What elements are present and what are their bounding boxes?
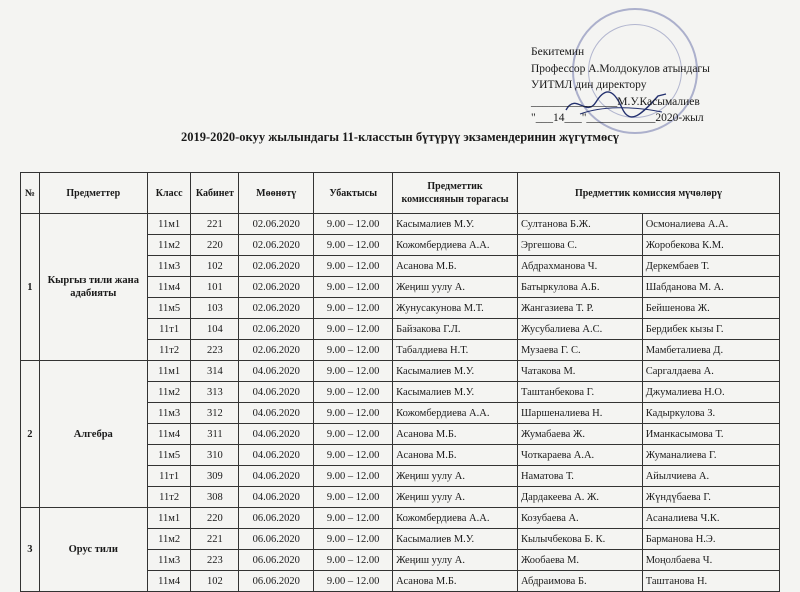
chair-cell: Кожомбердиева А.А. xyxy=(393,403,518,424)
room-cell: 223 xyxy=(191,340,239,361)
header-date: Мөөнөтү xyxy=(239,173,314,214)
header-time: Убактысы xyxy=(314,173,393,214)
chair-cell: Жеңиш уулу А. xyxy=(393,466,518,487)
class-cell: 11м4 xyxy=(147,277,191,298)
date-cell: 04.06.2020 xyxy=(239,361,314,382)
time-cell: 9.00 – 12.00 xyxy=(314,571,393,592)
member-cell: Мамбеталиева Д. xyxy=(642,340,779,361)
row-group-number: 1 xyxy=(21,214,40,361)
document-title: 2019-2020-окуу жылындагы 11-класстын бүтүрүү экзамендеринин жүгүтмөсү xyxy=(180,130,620,144)
member-cell: Наматова Т. xyxy=(517,466,642,487)
member-cell: Дардакеева А. Ж. xyxy=(517,487,642,508)
date-cell: 06.06.2020 xyxy=(239,550,314,571)
member-cell: Бердибек кызы Г. xyxy=(642,319,779,340)
date-cell: 02.06.2020 xyxy=(239,340,314,361)
date-cell: 04.06.2020 xyxy=(239,487,314,508)
class-cell: 11т1 xyxy=(147,466,191,487)
table-row xyxy=(21,361,780,382)
row-group-number: 3 xyxy=(21,508,40,592)
room-cell: 310 xyxy=(191,445,239,466)
member-cell: Шаршеналиева Н. xyxy=(517,403,642,424)
time-cell: 9.00 – 12.00 xyxy=(314,487,393,508)
class-cell: 11м2 xyxy=(147,382,191,403)
time-cell: 9.00 – 12.00 xyxy=(314,256,393,277)
member-cell: Чоткараева А.А. xyxy=(517,445,642,466)
class-cell: 11м1 xyxy=(147,361,191,382)
date-cell: 04.06.2020 xyxy=(239,382,314,403)
approval-signature-line: _______________М.У.Касымалиев xyxy=(531,95,700,108)
class-cell: 11м3 xyxy=(147,256,191,277)
room-cell: 308 xyxy=(191,487,239,508)
class-cell: 11т2 xyxy=(147,487,191,508)
member-cell: Султанова Б.Ж. xyxy=(517,214,642,235)
subject-cell: Орус тили xyxy=(39,508,147,592)
class-cell: 11м4 xyxy=(147,424,191,445)
chair-cell: Асанова М.Б. xyxy=(393,256,518,277)
date-cell: 06.06.2020 xyxy=(239,571,314,592)
room-cell: 102 xyxy=(191,256,239,277)
chair-cell: Жунусакунова М.Т. xyxy=(393,298,518,319)
room-cell: 102 xyxy=(191,571,239,592)
member-cell: Музаева Г. С. xyxy=(517,340,642,361)
class-cell: 11м5 xyxy=(147,445,191,466)
time-cell: 9.00 – 12.00 xyxy=(314,403,393,424)
member-cell: Жангазиева Т. Р. xyxy=(517,298,642,319)
time-cell: 9.00 – 12.00 xyxy=(314,382,393,403)
member-cell: Кылычбекова Б. К. xyxy=(517,529,642,550)
class-cell: 11м2 xyxy=(147,529,191,550)
member-cell: Жүндүбаева Г. xyxy=(642,487,779,508)
member-cell: Моңолбаева Ч. xyxy=(642,550,779,571)
member-cell: Джумалиева Н.О. xyxy=(642,382,779,403)
chair-cell: Байзакова Г.Л. xyxy=(393,319,518,340)
chair-cell: Касымалиев М.У. xyxy=(393,529,518,550)
class-cell: 11т1 xyxy=(147,319,191,340)
room-cell: 221 xyxy=(191,529,239,550)
room-cell: 309 xyxy=(191,466,239,487)
date-cell: 04.06.2020 xyxy=(239,445,314,466)
member-cell: Жуманалиева Г. xyxy=(642,445,779,466)
chair-cell: Асанова М.Б. xyxy=(393,424,518,445)
class-cell: 11м1 xyxy=(147,214,191,235)
date-cell: 06.06.2020 xyxy=(239,529,314,550)
chair-cell: Кожомбердиева А.А. xyxy=(393,508,518,529)
chair-cell: Касымалиев М.У. xyxy=(393,382,518,403)
chair-cell: Касымалиев М.У. xyxy=(393,214,518,235)
time-cell: 9.00 – 12.00 xyxy=(314,529,393,550)
member-cell: Жумабаева Ж. xyxy=(517,424,642,445)
member-cell: Айылчиева А. xyxy=(642,466,779,487)
member-cell: Козубаева А. xyxy=(517,508,642,529)
room-cell: 223 xyxy=(191,550,239,571)
row-group-number: 2 xyxy=(21,361,40,508)
date-cell: 02.06.2020 xyxy=(239,256,314,277)
table-body xyxy=(21,214,780,592)
member-cell: Иманкасымова Т. xyxy=(642,424,779,445)
header-room: Кабинет xyxy=(191,173,239,214)
class-cell: 11м4 xyxy=(147,571,191,592)
time-cell: 9.00 – 12.00 xyxy=(314,508,393,529)
member-cell: Бейшенова Ж. xyxy=(642,298,779,319)
member-cell: Абдрахманова Ч. xyxy=(517,256,642,277)
member-cell: Осмоналиева А.А. xyxy=(642,214,779,235)
room-cell: 311 xyxy=(191,424,239,445)
class-cell: 11т2 xyxy=(147,340,191,361)
room-cell: 220 xyxy=(191,235,239,256)
chair-cell: Жеңиш уулу А. xyxy=(393,487,518,508)
table-header-row xyxy=(21,173,780,214)
member-cell: Саргалдаева А. xyxy=(642,361,779,382)
header-class: Класс xyxy=(147,173,191,214)
chair-cell: Жеңиш уулу А. xyxy=(393,550,518,571)
class-cell: 11м1 xyxy=(147,508,191,529)
member-cell: Жоробекова К.М. xyxy=(642,235,779,256)
class-cell: 11м5 xyxy=(147,298,191,319)
date-cell: 02.06.2020 xyxy=(239,319,314,340)
approval-block xyxy=(531,44,771,127)
date-cell: 02.06.2020 xyxy=(239,235,314,256)
member-cell: Кадыркулова З. xyxy=(642,403,779,424)
member-cell: Таштанбекова Г. xyxy=(517,382,642,403)
chair-cell: Асанова М.Б. xyxy=(393,571,518,592)
member-cell: Таштанова Н. xyxy=(642,571,779,592)
chair-cell: Жеңиш уулу А. xyxy=(393,277,518,298)
member-cell: Жусубалиева А.С. xyxy=(517,319,642,340)
header-no: № xyxy=(21,173,40,214)
date-cell: 02.06.2020 xyxy=(239,214,314,235)
exam-schedule-table xyxy=(20,172,780,592)
room-cell: 313 xyxy=(191,382,239,403)
table-row xyxy=(21,214,780,235)
member-cell: Деркембаев Т. xyxy=(642,256,779,277)
member-cell: Чатакова М. xyxy=(517,361,642,382)
member-cell: Асаналиева Ч.К. xyxy=(642,508,779,529)
chair-cell: Табалдиева Н.Т. xyxy=(393,340,518,361)
chair-cell: Асанова М.Б. xyxy=(393,445,518,466)
room-cell: 103 xyxy=(191,298,239,319)
time-cell: 9.00 – 12.00 xyxy=(314,550,393,571)
member-cell: Шабданова М. А. xyxy=(642,277,779,298)
chair-cell: Касымалиев М.У. xyxy=(393,361,518,382)
time-cell: 9.00 – 12.00 xyxy=(314,340,393,361)
time-cell: 9.00 – 12.00 xyxy=(314,466,393,487)
member-cell: Барманова Н.Э. xyxy=(642,529,779,550)
member-cell: Эргешова С. xyxy=(517,235,642,256)
room-cell: 220 xyxy=(191,508,239,529)
approval-line: Профессор А.Молдокулов атындагы xyxy=(531,62,710,75)
class-cell: 11м3 xyxy=(147,403,191,424)
time-cell: 9.00 – 12.00 xyxy=(314,319,393,340)
chair-cell: Кожомбердиева А.А. xyxy=(393,235,518,256)
approval-date-line: "___14___"____________2020-жыл xyxy=(531,112,704,124)
room-cell: 221 xyxy=(191,214,239,235)
room-cell: 312 xyxy=(191,403,239,424)
date-cell: 06.06.2020 xyxy=(239,508,314,529)
header-members: Предметтик комиссия мүчөлөрү xyxy=(517,173,779,214)
time-cell: 9.00 – 12.00 xyxy=(314,298,393,319)
time-cell: 9.00 – 12.00 xyxy=(314,277,393,298)
time-cell: 9.00 – 12.00 xyxy=(314,214,393,235)
subject-cell: Кыргыз тили жана адабияты xyxy=(39,214,147,361)
member-cell: Абдраимова Б. xyxy=(517,571,642,592)
date-cell: 04.06.2020 xyxy=(239,424,314,445)
time-cell: 9.00 – 12.00 xyxy=(314,445,393,466)
approval-line: УИТМЛ дин директору xyxy=(531,79,647,91)
room-cell: 104 xyxy=(191,319,239,340)
header-chair: Предметтик комиссиянын торагасы xyxy=(393,173,518,214)
date-cell: 04.06.2020 xyxy=(239,466,314,487)
time-cell: 9.00 – 12.00 xyxy=(314,424,393,445)
member-cell: Батыркулова А.Б. xyxy=(517,277,642,298)
room-cell: 314 xyxy=(191,361,239,382)
subject-cell: Алгебра xyxy=(39,361,147,508)
room-cell: 101 xyxy=(191,277,239,298)
time-cell: 9.00 – 12.00 xyxy=(314,235,393,256)
member-cell: Жообаева М. xyxy=(517,550,642,571)
header-subject: Предметтер xyxy=(39,173,147,214)
table-row xyxy=(21,508,780,529)
date-cell: 04.06.2020 xyxy=(239,403,314,424)
class-cell: 11м3 xyxy=(147,550,191,571)
date-cell: 02.06.2020 xyxy=(239,277,314,298)
time-cell: 9.00 – 12.00 xyxy=(314,361,393,382)
class-cell: 11м2 xyxy=(147,235,191,256)
approval-line: Бекитемин xyxy=(531,46,585,58)
date-cell: 02.06.2020 xyxy=(239,298,314,319)
